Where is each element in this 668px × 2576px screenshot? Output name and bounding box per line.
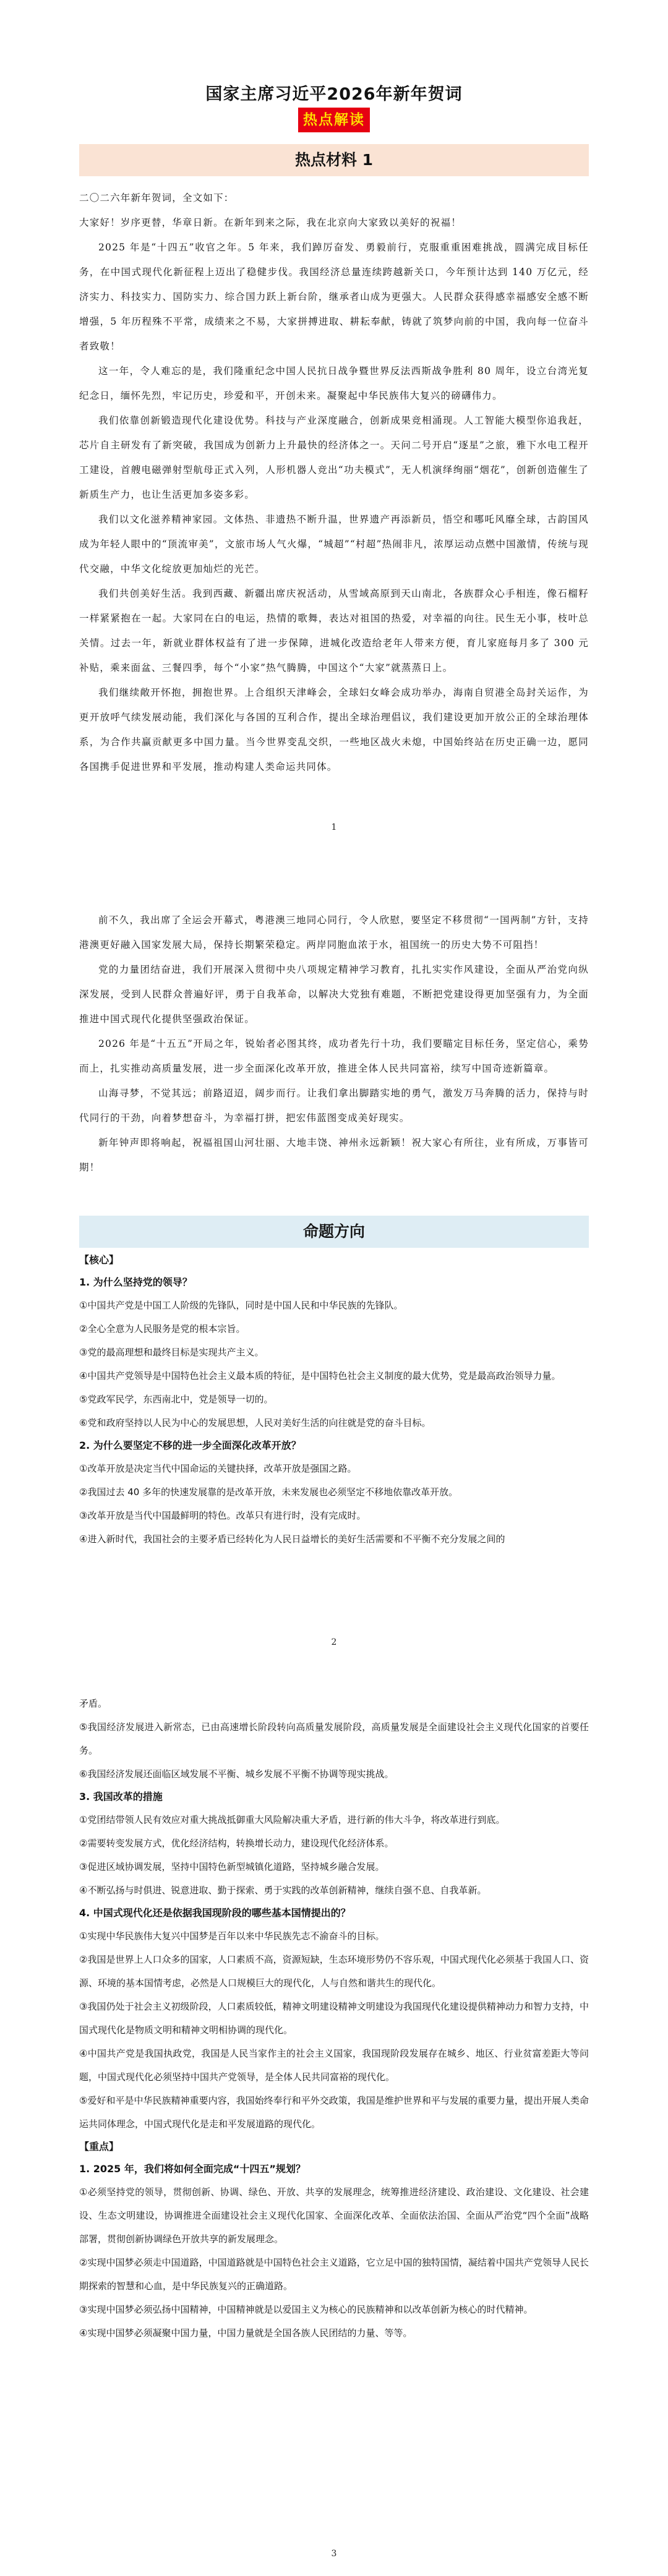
answer-line: ①必须坚持党的领导，贯彻创新、协调、绿色、开放、共享的发展理念，统筹推进经济建设、政治建设、文化建设、社会建设、生态文明建设，协调推进全面建设社会主义现代化国家、全面深化改革、全面依法治国、全面从严治党“四个全面”战略部署，贯彻创新协调绿色开放共享的新发展理念。 — [79, 2186, 589, 2245]
answer-line: ①党团结带领人民有效应对重大挑战抵御重大风险解决重大矛盾，进行新的伟大斗争，将改革进行到底。 — [79, 1814, 505, 1825]
question-heading: 3. 我国改革的措施 — [79, 1791, 163, 1802]
answer-line: ④中国共产党是我国执政党，我国是人民当家作主的社会主义国家，我国现阶段发展存在城乡、地区、行业贫富差距大等问题，中国式现代化必须坚持中国共产党领导，是全体人民共同富裕的现代化。 — [79, 2048, 589, 2083]
answer-line: ②我国过去 40 多年的快速发展靠的是改革开放，未来发展也必须坚定不移地依靠改革开放。 — [79, 1486, 458, 1498]
answer-line: ①改革开放是决定当代中国命运的关键抉择，改革开放是强国之路。 — [79, 1463, 357, 1474]
answer-line: ②全心全意为人民服务是党的根本宗旨。 — [79, 1323, 246, 1334]
article-paragraph: 我们依靠创新锻造现代化建设优势。科技与产业深度融合，创新成果竞相涌现。人工智能大模型你追我赶，芯片自主研发有了新突破，我国成为创新力上升最快的经济体之一。天问二号开启“逐星”之旅，雅下水电工程开工建设，首艘电磁弹射型航母正式入列，人形机器人竞出“功夫模式”，无人机演绎绚丽“烟花”，创新创造催生了新质生产力，也让生活更加多姿多彩。 — [79, 415, 589, 500]
answer-line: ④实现中国梦必须凝聚中国力量，中国力量就是全国各族人民团结的力量、等等。 — [79, 2327, 413, 2339]
answer-line: ②我国是世界上人口众多的国家，人口素质不高，资源短缺，生态环境形势仍不容乐观，中国式现代化必须基于我国人口、资源、环境的基本国情考虑，必然是人口规模巨大的现代化，人与自然和谐共生的现代化。 — [79, 1954, 589, 1989]
question-heading: 1. 为什么坚持党的领导？ — [79, 1276, 192, 1288]
question-section-continued — [79, 1692, 589, 2345]
answer-line: ③党的最高理想和最终目标是实现共产主义。 — [79, 1347, 264, 1358]
article-paragraph: 前不久，我出席了全运会开幕式，粤港澳三地同心同行，令人欣慰，要坚定不移贯彻“一国两制”方针，支持港澳更好融入国家发展大局，保持长期繁荣稳定。两岸同胞血浓于水，祖国统一的历史大势不可阻挡！ — [79, 915, 589, 950]
answer-line: ④中国共产党领导是中国特色社会主义最本质的特征，是中国特色社会主义制度的最大优势，党是最高政治领导力量。 — [79, 1370, 561, 1381]
article-paragraph: 我们继续敞开怀抱，拥抱世界。上合组织天津峰会，全球妇女峰会成功举办，海南自贸港全岛封关运作，为更开放呼气续发展动能，我们深化与各国的互利合作，提出全球治理倡议，我们建设更加开放公正的全球治理体系，为合作共赢贡献更多中国力量。当今世界变乱交织，一些地区战火未熄，中国始终站在历史正确一边，愿同各国携手促进世界和平发展，推动构建人类命运共同体。 — [79, 687, 589, 772]
answer-line: ⑤党政军民学，东西南北中，党是领导一切的。 — [79, 1394, 273, 1405]
page-3 — [0, 1655, 668, 2576]
answer-line: ⑤爱好和平是中华民族精神重要内容，我国始终奉行和平外交政策，我国是维护世界和平与发展的重要力量，提出开展人类命运共同体理念，中国式现代化是走和平发展道路的现代化。 — [79, 2095, 589, 2130]
article-paragraph: 新年钟声即将响起，祝福祖国山河壮丽、大地丰饶、神州永远新颖！祝大家心有所往，业有所成，万事皆可期！ — [79, 1137, 589, 1173]
answer-line: ③改革开放是当代中国最鲜明的特色。改革只有进行时，没有完成时。 — [79, 1510, 366, 1521]
answer-line: ①实现中华民族伟大复兴中国梦是百年以来中华民族先志不渝奋斗的目标。 — [79, 1930, 385, 1942]
answer-line: ④进入新时代，我国社会的主要矛盾已经转化为人民日益增长的美好生活需要和不平衡不充分发展之间的 — [79, 1533, 505, 1545]
question-heading: 2. 为什么要坚定不移的进一步全面深化改革开放？ — [79, 1439, 301, 1451]
material-banner: 热点材料 1 — [79, 144, 589, 176]
answer-line: ④不断弘扬与时俱进、锐意进取、勤于探索、勇于实践的改革创新精神，继续自强不息、自我革新。 — [79, 1885, 487, 1896]
question-section — [79, 1249, 589, 1551]
answer-line: ③实现中国梦必须弘扬中国精神，中国精神就是以爱国主义为核心的民族精神和以改革创新为核心的时代精神。 — [79, 2304, 533, 2315]
hot-topic-badge: 热点解读 — [298, 108, 370, 132]
article-paragraph: 党的力量团结奋进，我们开展深入贯彻中央八项规定精神学习教育，扎扎实实作风建设，全面从严治党向纵深发展，受到人民群众普遍好评，勇于自我革命，以解决大党独有难题，不断把党建设得更加坚强有力，为全面推进中国式现代化提供坚强政治保证。 — [79, 964, 589, 1025]
document-title: 国家主席习近平2026年新年贺词 — [205, 85, 463, 104]
page-number: 3 — [331, 2549, 337, 2559]
article-paragraph: 我们以文化滋养精神家园。文体热、非遗热不断升温，世界遗产再添新员，悟空和哪吒风靡全球，古韵国风成为年轻人眼中的“顶流审美”，文旅市场人气火爆，“城超”“村超”热闹非凡，浓厚运动点燃中国激情，传统与现代交融，中华文化绽放更加灿烂的光芒。 — [79, 514, 589, 574]
article-paragraph: 我们共创美好生活。我到西藏、新疆出席庆祝活动，从雪域高原到天山南北，各族群众心手相连，像石榴籽一样紧紧抱在一起。大家同在白的电运，热情的歌舞，表达对祖国的热爱，对幸福的向往。民生无小事，枝叶总关情。过去一年，新就业群体权益有了进一步保障，进城化改造给老年人带来方便，育儿家庭每月多了 300 元补贴，乘来面盆、三餐四季，每个“小家”热气腾腾，中国这个“大家”就蒸蒸日上。 — [79, 588, 589, 673]
page-number: 1 — [331, 822, 337, 832]
answer-line: ⑥党和政府坚持以人民为中心的发展思想，人民对美好生活的向往就是党的奋斗目标。 — [79, 1417, 431, 1428]
article-paragraph: 二〇二六年新年贺词，全文如下： — [79, 192, 234, 203]
page-number: 2 — [331, 1637, 337, 1647]
page-2 — [0, 845, 668, 1655]
answer-line: ①中国共产党是中国工人阶级的先锋队，同时是中国人民和中华民族的先锋队。 — [79, 1300, 403, 1311]
answer-line: ⑥我国经济发展还面临区域发展不平衡、城乡发展不平衡不协调等现实挑战。 — [79, 1768, 394, 1780]
answer-line: ②实现中国梦必须走中国道路，中国道路就是中国特色社会主义道路，它立足中国的独特国情，凝结着中国共产党领导人民长期探索的智慧和心血，是中华民族复兴的正确道路。 — [79, 2257, 589, 2292]
article-paragraph: 山海寻梦，不觉其远；前路迢迢，阔步而行。让我们拿出脚踏实地的勇气，激发万马奔腾的活力，保持与时代同行的干劲，向着梦想奋斗，为幸福打拼，把宏伟蓝图变成美好现实。 — [79, 1088, 589, 1124]
article-paragraph: 大家好！岁序更替，华章日新。在新年到来之际，我在北京向大家致以美好的祝福！ — [79, 217, 461, 228]
section-banner: 命题方向 — [79, 1216, 589, 1248]
answer-line: ③我国仍处于社会主义初级阶段，人口素质较低，精神文明建设精神文明建设为我国现代化建设提供精神动力和智力支持，中国式现代化是物质文明和精神文明相协调的现代化。 — [79, 2001, 589, 2036]
answer-line: ②需要转变发展方式，优化经济结构，转换增长动力，建设现代化经济体系。 — [79, 1838, 394, 1849]
page-1 — [0, 0, 668, 845]
question-heading: 4. 中国式现代化还是依据我国现阶段的哪些基本国情提出的？ — [79, 1907, 351, 1919]
article-body — [79, 186, 589, 779]
core-tag: 【核心】 — [79, 1254, 119, 1266]
article-paragraph: 这一年，令人难忘的是，我们隆重纪念中国人民抗日战争暨世界反法西斯战争胜利 80 周年，设立台湾光复纪念日，缅怀先烈，牢记历史，珍爱和平，开创未来。凝聚起中华民族伟大复兴的磅礴伟力。 — [79, 365, 589, 401]
key-tag: 【重点】 — [79, 2141, 119, 2152]
answer-line: 矛盾。 — [79, 1698, 108, 1709]
article-body-continued — [79, 908, 589, 1180]
answer-line: ③促进区域协调发展，坚持中国特色新型城镇化道路，坚持城乡融合发展。 — [79, 1861, 385, 1872]
article-paragraph: 2025 年是“十四五”收官之年。5 年来，我们踔厉奋发、勇毅前行，克服重重困难挑战，圆满完成目标任务，在中国式现代化新征程上迈出了稳健步伐。我国经济总量连续跨越新关口，今年预计达到 140 万亿元，经济实力、科技实力、国防实力、综合国力跃上新台阶，继承者山成为更强大。人民群众获得感幸福感安全感不断增强，5 年历程殊不平常，成绩来之不易，大家拼搏进取、耕耘奉献，铸就了筑梦向前的中国，我向每一位奋斗者致敬！ — [79, 242, 589, 352]
answer-line: ⑤我国经济发展进入新常态，已由高速增长阶段转向高质量发展阶段，高质量发展是全面建设社会主义现代化国家的首要任务。 — [79, 1721, 589, 1756]
question-heading: 1. 2025 年，我们将如何全面完成“十四五”规划？ — [79, 2163, 306, 2175]
article-paragraph: 2026 年是“十五五”开局之年，锐始者必图其终，成功者先行十功，我们要瞄定目标任务，坚定信心，乘势而上，扎实推动高质量发展，进一步全面深化改革开放，推进全体人民共同富裕，续写中国奇迹新篇章。 — [79, 1038, 589, 1074]
